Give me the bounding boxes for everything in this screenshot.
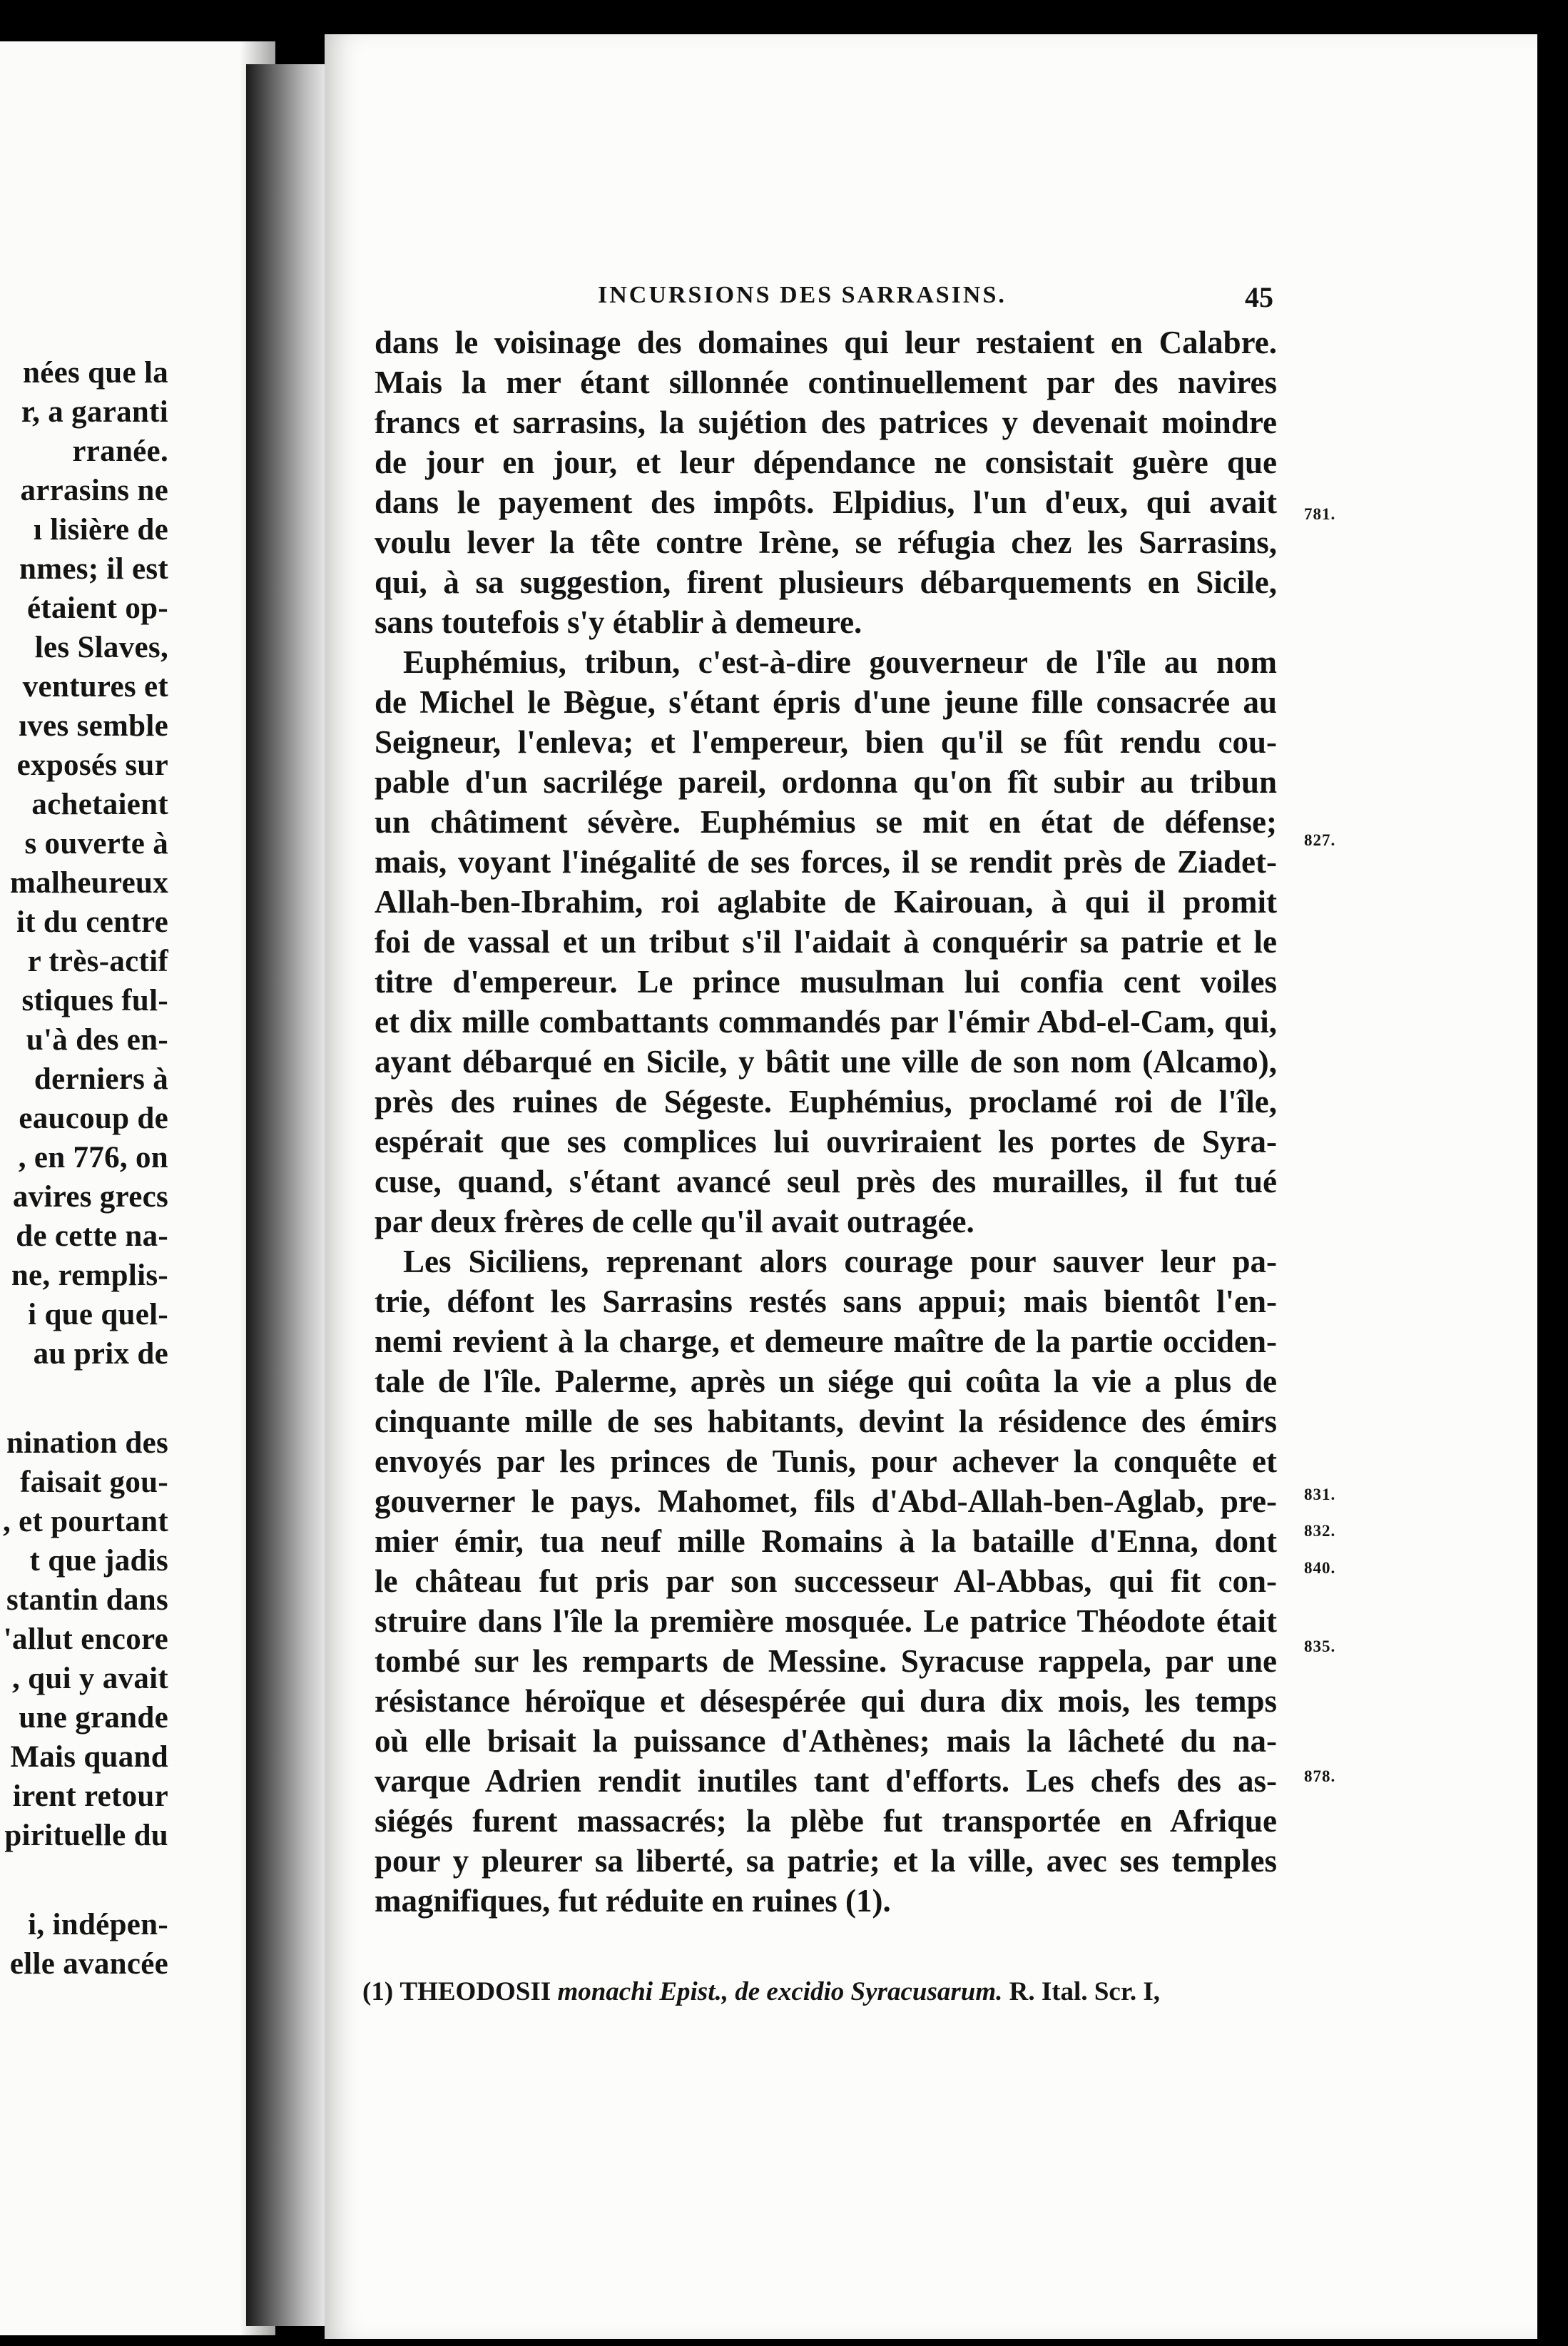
left-line: les Slaves, <box>34 631 168 664</box>
text-line: tombé sur les remparts de Messine. Syracuse rappela, par une <box>375 1643 1277 1679</box>
text-line: dans le voisinage des domaines qui leur restaient en Calabre. <box>375 325 1277 360</box>
left-line: derniers à <box>34 1062 168 1096</box>
left-line: elle avancée <box>9 1947 168 1981</box>
text-line: siégés furent massacrés; la plèbe fut transportée en Afrique <box>375 1803 1277 1839</box>
text-line: par deux frères de celle qu'il avait outragée. <box>375 1204 974 1239</box>
left-line: une grande <box>19 1701 168 1735</box>
text-line: Euphémius, tribun, c'est-à-dire gouverneur de l'île au nom <box>403 644 1277 680</box>
left-line: stantin dans <box>6 1583 168 1617</box>
text-line: résistance héroïque et désespérée qui dura dix mois, les temps <box>375 1683 1277 1719</box>
left-line: it du centre <box>16 905 168 939</box>
margin-date: 781. <box>1304 505 1336 523</box>
left-line: u'à des en- <box>26 1023 168 1057</box>
left-line: r très-actif <box>27 945 168 978</box>
left-line: t que jadis <box>29 1544 168 1578</box>
left-line: nmes; il est <box>19 552 168 586</box>
text-line: Allah-ben-Ibrahim, roi aglabite de Kairouan, à qui il promit <box>375 884 1277 920</box>
left-line: 'allut encore <box>3 1623 168 1656</box>
footnote <box>362 1976 1160 2007</box>
left-line: faisait gou- <box>20 1466 168 1499</box>
left-line: ı lisière de <box>33 513 168 547</box>
text-line: magnifiques, fut réduite en ruines (1). <box>375 1883 891 1919</box>
footnote-marker: (1) <box>362 1977 394 2006</box>
margin-date: 831. <box>1304 1486 1336 1503</box>
running-head: INCURSIONS DES SARRASINS. <box>598 282 1007 308</box>
left-line: achetaient <box>31 788 168 821</box>
left-line: , qui y avait <box>12 1662 168 1695</box>
left-line: , en 776, on <box>18 1141 168 1174</box>
text-line: un châtiment sévère. Euphémius se mit en état de défense; <box>375 804 1277 840</box>
left-line: arrasins ne <box>20 474 168 507</box>
text-line: le château fut pris par son successeur Al-Abbas, qui fit con- <box>375 1563 1277 1599</box>
text-line: dans le payement des impôts. Elpidius, l'un d'eux, qui avait <box>375 484 1277 520</box>
margin-date: 827. <box>1304 831 1336 849</box>
footnote-work: monachi Epist., de excidio Syracusarum. <box>557 1977 1003 2006</box>
text-line: près des ruines de Ségeste. Euphémius, proclamé roi de l'île, <box>375 1084 1277 1119</box>
text-line: cuse, quand, s'étant avancé seul près des murailles, il fut tué <box>375 1164 1277 1199</box>
text-line: pable d'un sacrilége pareil, ordonna qu'on fît subir au tribun <box>375 764 1277 800</box>
text-line: francs et sarrasins, la sujétion des patrices y devenait moindre <box>375 405 1277 440</box>
text-line: gouverner le pays. Mahomet, fils d'Abd-Allah-ben-Aglab, pre- <box>375 1483 1277 1519</box>
left-line: rranée. <box>72 435 168 468</box>
left-line: avires grecs <box>12 1180 168 1214</box>
left-line: , et pourtant <box>2 1505 168 1538</box>
text-line: trie, défont les Sarrasins restés sans appui; mais bientôt l'en- <box>375 1284 1277 1319</box>
text-line: pour y pleurer sa liberté, sa patrie; et la ville, avec ses temples <box>375 1843 1277 1879</box>
margin-date: 840. <box>1304 1559 1336 1577</box>
page-number: 45 <box>1245 281 1273 313</box>
text-line: qui, à sa suggestion, firent plusieurs débarquements en Sicile, <box>375 564 1277 600</box>
left-line: de cette na- <box>16 1219 168 1253</box>
text-line: mier émir, tua neuf mille Romains à la bataille d'Enna, dont <box>375 1523 1277 1559</box>
left-line: au prix de <box>33 1337 168 1371</box>
footnote-source: R. Ital. Scr. I, <box>1009 1977 1161 2006</box>
margin-date: 878. <box>1304 1767 1336 1785</box>
left-line: r, a garanti <box>21 395 168 429</box>
margin-date: 835. <box>1304 1637 1336 1655</box>
left-line: ıves semble <box>19 709 168 743</box>
left-line: i que quel- <box>28 1298 168 1331</box>
left-line: i, indépen- <box>28 1908 168 1941</box>
left-line: irent retour <box>12 1779 168 1813</box>
left-line: étaient op- <box>27 591 168 625</box>
footnote-author: THEODOSII <box>399 1977 551 2006</box>
text-line: Les Siciliens, reprenant alors courage pour sauver leur pa- <box>403 1244 1277 1279</box>
left-line: stiques ful- <box>21 984 168 1017</box>
text-line: titre d'empereur. Le prince musulman lui confia cent voiles <box>375 964 1277 1000</box>
text-line: Mais la mer étant sillonnée continuellement par des navires <box>375 365 1277 400</box>
left-line: nination des <box>6 1426 168 1460</box>
text-line: sans toutefois s'y établir à demeure. <box>375 604 862 640</box>
text-line: et dix mille combattants commandés par l'émir Abd-el-Cam, qui, <box>375 1004 1277 1040</box>
text-line: de Michel le Bègue, s'étant épris d'une jeune fille consacrée au <box>375 684 1277 720</box>
text-line: ayant débarqué en Sicile, y bâtit une ville de son nom (Alcamo), <box>375 1044 1277 1080</box>
left-line: Mais quand <box>10 1740 168 1774</box>
text-line: mais, voyant l'inégalité de ses forces, il se rendit près de Ziadet- <box>375 844 1277 880</box>
left-line: malheureux <box>10 866 168 900</box>
left-line: pirituelle du <box>4 1819 168 1852</box>
text-line: nemi revient à la charge, et demeure maître de la partie occiden- <box>375 1324 1277 1359</box>
text-line: varque Adrien rendit inutiles tant d'efforts. Les chefs des as- <box>375 1763 1277 1799</box>
left-line: ventures et <box>22 670 168 704</box>
text-line: où elle brisait la puissance d'Athènes; mais la lâcheté du na- <box>375 1723 1277 1759</box>
left-line: exposés sur <box>16 748 168 782</box>
text-line: envoyés par les princes de Tunis, pour achever la conquête et <box>375 1443 1277 1479</box>
text-line: voulu lever la tête contre Irène, se réfugia chez les Sarrasins, <box>375 524 1277 560</box>
text-line: tale de l'île. Palerme, après un siége qui coûta la vie a plus de <box>375 1364 1277 1399</box>
left-line: eaucoup de <box>19 1102 168 1135</box>
left-line: ne, remplis- <box>11 1259 168 1292</box>
left-line: nées que la <box>23 356 168 390</box>
text-line: struire dans l'île la première mosquée. Le patrice Théodote était <box>375 1603 1277 1639</box>
text-line: Seigneur, l'enleva; et l'empereur, bien qu'il se fût rendu cou- <box>375 724 1277 760</box>
margin-date: 832. <box>1304 1522 1336 1540</box>
text-line: foi de vassal et un tribut s'il l'aidait à conquérir sa patrie et le <box>375 924 1277 960</box>
text-line: cinquante mille de ses habitants, devint la résidence des émirs <box>375 1403 1277 1439</box>
text-line: de jour en jour, et leur dépendance ne consistait guère que <box>375 445 1277 480</box>
facing-page-left <box>0 41 275 2335</box>
text-line: espérait que ses complices lui ouvriraient les portes de Syra- <box>375 1124 1277 1159</box>
left-line: s ouverte à <box>24 827 168 860</box>
